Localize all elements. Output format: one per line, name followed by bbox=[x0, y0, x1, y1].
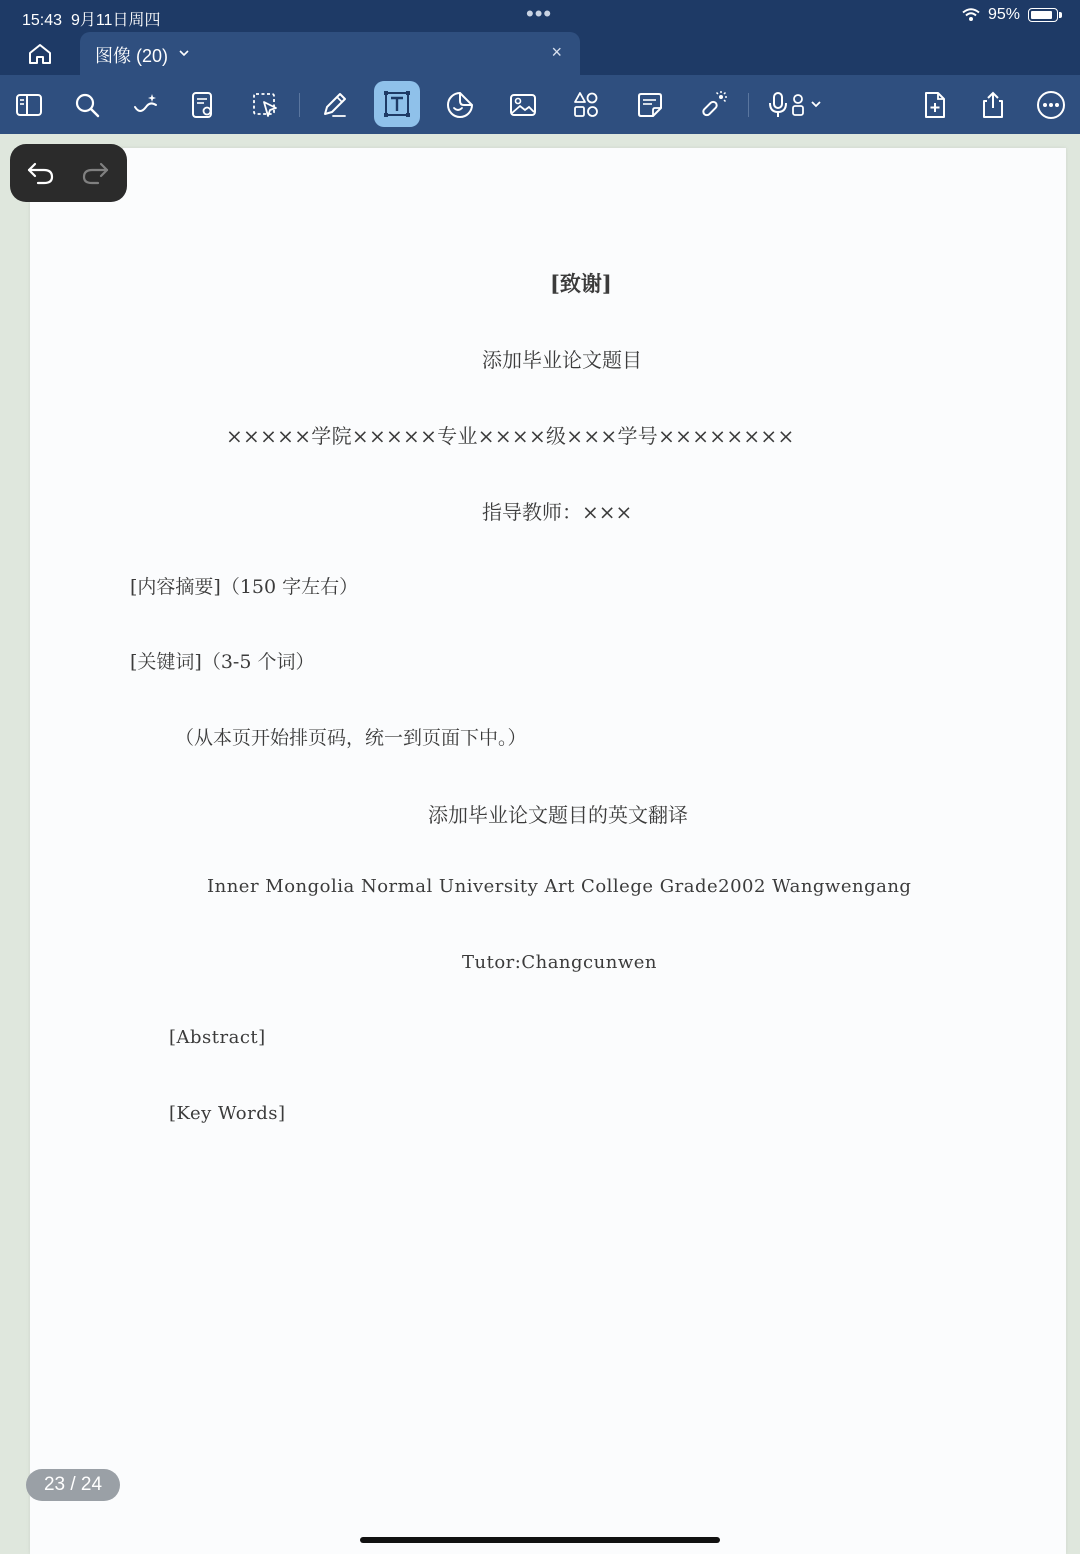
microphone-icon[interactable] bbox=[766, 85, 830, 125]
search-icon[interactable] bbox=[67, 85, 107, 125]
multitask-dots[interactable]: ••• bbox=[526, 1, 553, 26]
undo-icon[interactable] bbox=[26, 159, 56, 191]
acknowledgement-heading: [致谢] bbox=[550, 271, 612, 296]
selection-pointer-icon[interactable] bbox=[245, 85, 285, 125]
author-info-line: ×××××学院×××××专业××××级×××学号×××××××× bbox=[226, 424, 795, 448]
toolbar-divider bbox=[299, 93, 300, 117]
page-indicator: 23 / 24 bbox=[26, 1469, 120, 1501]
undo-redo-panel bbox=[10, 144, 127, 202]
close-tab-button[interactable]: × bbox=[551, 42, 562, 62]
english-tutor-line: Tutor:Changcunwen bbox=[462, 952, 657, 973]
share-icon[interactable] bbox=[973, 85, 1013, 125]
tab-bar bbox=[0, 32, 1080, 75]
battery-icon bbox=[1028, 8, 1058, 22]
status-right bbox=[962, 6, 1058, 24]
status-time: 15:43 9月11日周四 bbox=[22, 12, 161, 29]
abstract-cn-label: [内容摘要]（150 字左右） bbox=[130, 576, 359, 598]
laser-pointer-icon[interactable] bbox=[693, 85, 733, 125]
redo-icon[interactable] bbox=[80, 159, 110, 191]
image-icon[interactable] bbox=[503, 85, 543, 125]
toolbar-divider bbox=[748, 93, 749, 117]
chevron-down-icon[interactable] bbox=[178, 43, 190, 68]
english-title-placeholder: 添加毕业论文题目的英文翻译 bbox=[428, 803, 688, 827]
keywords-en-label: [Key Words] bbox=[169, 1103, 286, 1124]
sidebar-icon[interactable] bbox=[9, 85, 49, 125]
home-indicator bbox=[360, 1537, 720, 1543]
keywords-cn-label: [关键词]（3-5 个词） bbox=[130, 651, 315, 673]
abstract-en-label: [Abstract] bbox=[169, 1027, 266, 1048]
home-icon[interactable] bbox=[26, 42, 54, 66]
english-author-line: Inner Mongolia Normal University Art College Grade2002 Wangwengang bbox=[207, 876, 912, 897]
note-icon[interactable] bbox=[630, 85, 670, 125]
status-bar bbox=[0, 0, 1080, 32]
battery-percent: 95% bbox=[987, 6, 1020, 23]
status-date: 9月11日周四 bbox=[70, 12, 161, 29]
tab-title: 图像 (20) bbox=[95, 46, 169, 66]
toolbar bbox=[0, 75, 1080, 134]
sticker-icon[interactable] bbox=[440, 85, 480, 125]
advisor-line: 指导教师：××× bbox=[482, 500, 633, 524]
document-search-icon[interactable] bbox=[183, 85, 223, 125]
text-box-icon[interactable] bbox=[374, 81, 420, 127]
document-tab[interactable] bbox=[80, 32, 580, 75]
document-page[interactable] bbox=[30, 148, 1066, 1554]
thesis-title-placeholder: 添加毕业论文题目 bbox=[482, 348, 642, 372]
pagination-note: （从本页开始排页码，统一到页面下中。） bbox=[175, 727, 527, 749]
add-page-icon[interactable] bbox=[915, 85, 955, 125]
lasso-magic-icon[interactable] bbox=[126, 85, 166, 125]
pen-icon[interactable] bbox=[314, 85, 354, 125]
shapes-icon[interactable] bbox=[566, 85, 606, 125]
more-icon[interactable] bbox=[1031, 85, 1071, 125]
wifi-icon bbox=[962, 8, 980, 22]
